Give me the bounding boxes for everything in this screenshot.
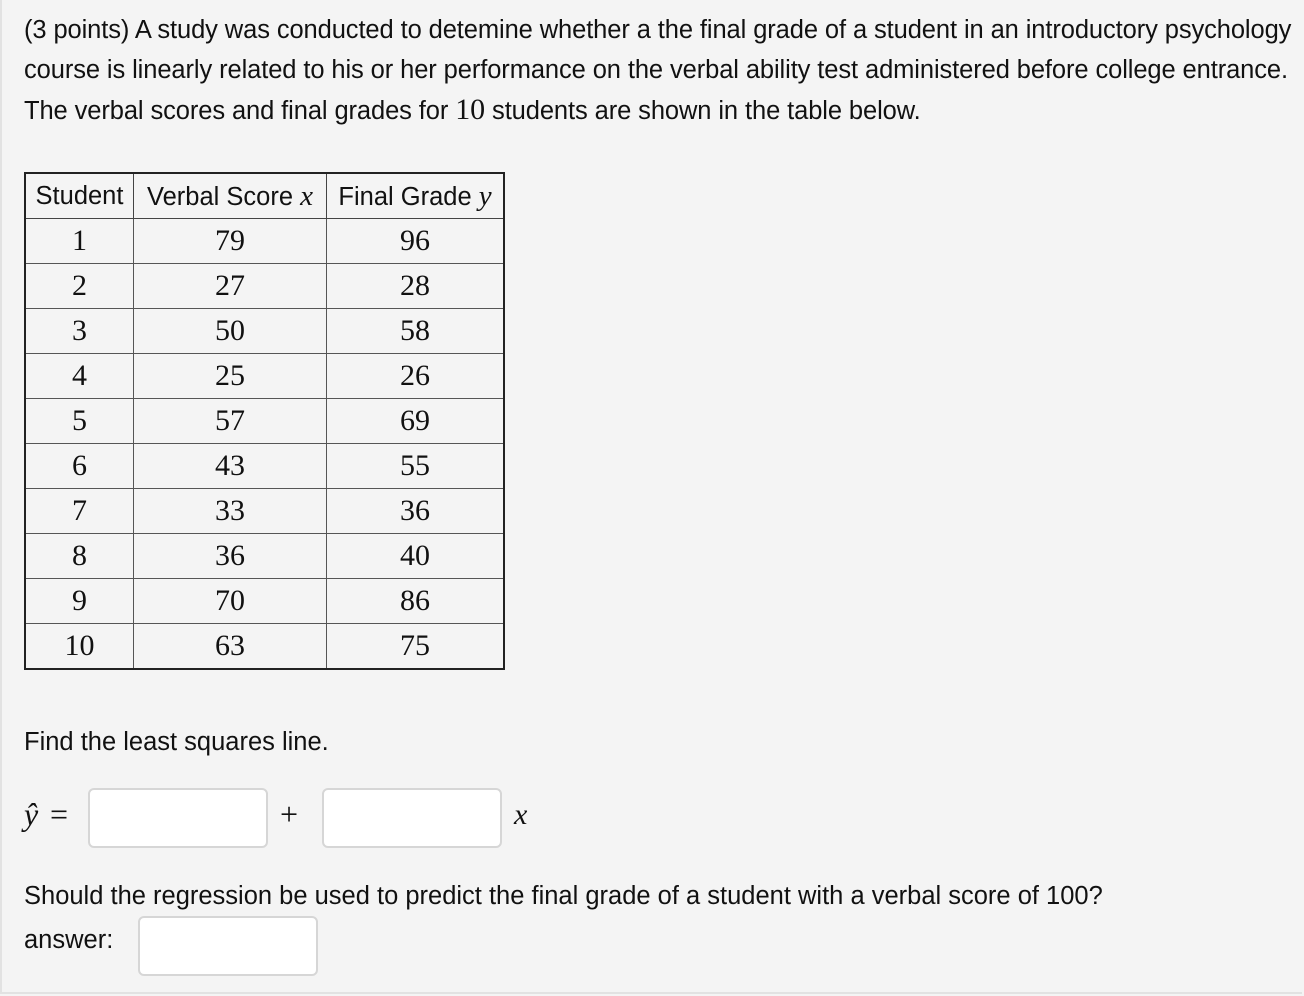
problem-statement [24,10,1304,131]
table-row [25,579,504,624]
table-row [25,399,504,444]
verbal-score-cell: 27 [134,264,327,309]
student-cell: 8 [25,534,134,579]
student-cell: 9 [25,579,134,624]
final-grade-cell: 26 [327,354,505,399]
verbal-score-cell: 36 [134,534,327,579]
final-grade-cell: 86 [327,579,505,624]
plus-sign: + [280,796,299,832]
final-grade-cell: 36 [327,489,505,534]
final-grade-cell: 55 [327,444,505,489]
header-verbal-label: Verbal Score [147,182,301,211]
table-row [25,219,504,264]
header-final-var: y [478,179,492,212]
final-grade-cell: 28 [327,264,505,309]
student-cell: 7 [25,489,134,534]
verbal-score-cell: 63 [134,624,327,670]
verbal-score-cell: 79 [134,219,327,264]
final-grade-cell: 69 [327,399,505,444]
problem-text-suffix: students are shown in the table below. [485,97,921,125]
header-student [25,173,134,219]
header-verbal-score [134,173,327,219]
verbal-score-cell: 43 [134,444,327,489]
student-cell: 5 [25,399,134,444]
header-final-grade [327,173,505,219]
verbal-score-cell: 25 [134,354,327,399]
intercept-input[interactable] [88,788,268,848]
x-variable: x [514,798,528,831]
table-row [25,354,504,399]
table-row [25,264,504,309]
student-cell: 10 [25,624,134,670]
final-grade-cell: 58 [327,309,505,354]
verbal-score-cell: 70 [134,579,327,624]
table-row [25,624,504,670]
table-row [25,444,504,489]
table-body [25,219,504,670]
verbal-score-cell: 33 [134,489,327,534]
table-row [25,534,504,579]
final-grade-cell: 75 [327,624,505,670]
data-table [24,172,505,670]
student-cell: 6 [25,444,134,489]
student-cell: 2 [25,264,134,309]
student-cell: 4 [25,354,134,399]
header-final-label: Final Grade [338,182,479,211]
answer-label: answer: [24,926,114,954]
student-count: 10 [455,93,486,126]
table-row [25,489,504,534]
answer-row [24,916,324,976]
header-verbal-var: x [300,179,313,212]
least-squares-equation [24,788,544,848]
problem-text-prefix: (3 points) A study was conducted to detemine whether a the final grade of a student in an introductory psychology course is linearly related to his or her performance on the verbal ability test administered before college entrance. The verbal scores and final grades for [24,16,1292,125]
prediction-question: Should the regression be used to predict the final grade of a student with a verbal score of 100? [24,882,1103,910]
header-student-label: Student [35,181,124,210]
table-header-row [25,173,504,219]
verbal-score-cell: 57 [134,399,327,444]
verbal-score-cell: 50 [134,309,327,354]
final-grade-cell: 96 [327,219,505,264]
final-grade-cell: 40 [327,534,505,579]
y-hat-symbol: ŷ [24,796,39,832]
task-text: Find the least squares line. [24,728,329,756]
equals-sign: = [50,796,69,832]
student-cell: 1 [25,219,134,264]
student-cell: 3 [25,309,134,354]
answer-input[interactable] [138,916,318,976]
table-row [25,309,504,354]
slope-input[interactable] [322,788,502,848]
